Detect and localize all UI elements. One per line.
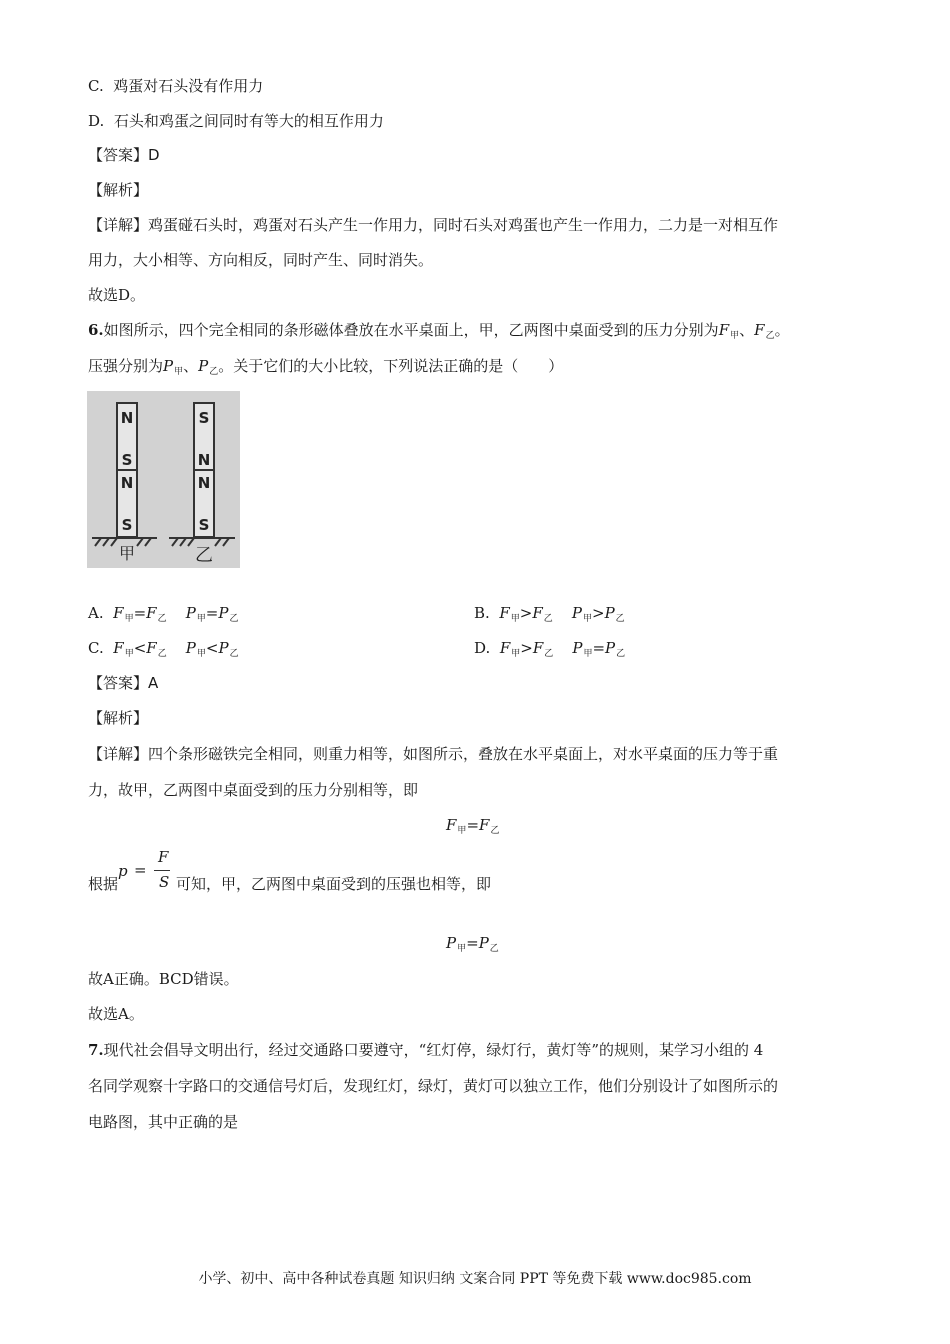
fraction-bar <box>154 870 170 871</box>
relation: = <box>205 604 219 622</box>
right-label-2: N <box>197 451 211 469</box>
q6-answer <box>88 673 158 693</box>
stem-text: 压强分别为 <box>88 357 164 375</box>
symbol-F: F <box>146 604 157 622</box>
q6-stem-line2 <box>88 356 563 382</box>
q6-analysis-label <box>88 708 148 728</box>
subscript-yi: 乙 <box>157 649 167 659</box>
right-label-1: S <box>198 409 210 427</box>
subscript-jia: 甲 <box>583 649 593 659</box>
caption-jia: 甲 <box>118 544 136 563</box>
subscript-yi: 乙 <box>765 331 775 341</box>
subscript-yi: 乙 <box>543 614 553 624</box>
q6-option-c <box>88 638 239 664</box>
answer-value: A <box>148 674 159 692</box>
subscript-jia: 甲 <box>174 367 184 377</box>
symbol-P: P <box>163 357 174 375</box>
detail-label: 【详解】 <box>88 745 149 763</box>
subscript-yi: 乙 <box>615 614 625 624</box>
equals: = <box>466 816 480 834</box>
relation: = <box>133 604 147 622</box>
subscript-yi: 乙 <box>209 367 219 377</box>
relation: > <box>519 604 533 622</box>
symbol-P: P <box>185 604 196 622</box>
symbol-P: P <box>446 934 457 952</box>
symbol-F: F <box>146 639 157 657</box>
subscript-yi: 乙 <box>157 614 167 624</box>
symbol-F: F <box>113 639 124 657</box>
q5-conclusion <box>88 285 145 305</box>
symbol-F: F <box>113 604 124 622</box>
option-text: 石头和鸡蛋之间同时有等大的相互作用力 <box>113 112 384 130</box>
q5-detail-line1 <box>88 215 778 235</box>
question-number: 7. <box>88 1041 104 1059</box>
symbol-P: P <box>604 604 615 622</box>
left-label-4: S <box>121 516 133 534</box>
separator: 、 <box>183 357 199 375</box>
subscript-jia: 甲 <box>124 614 134 624</box>
symbol-F: F <box>479 816 490 834</box>
q7-stem-line2 <box>88 1076 778 1096</box>
equation-pressure <box>446 933 499 959</box>
q5-option-c <box>88 76 263 96</box>
answer-value: D <box>148 146 160 164</box>
q6-detail-line3-start <box>88 874 118 894</box>
detail-text: 根据 <box>88 875 119 893</box>
subscript-jia: 甲 <box>582 614 592 624</box>
pressure-formula <box>118 848 174 894</box>
q6-detail-line3-end <box>176 874 491 894</box>
period: 。 <box>774 321 790 339</box>
subscript-jia: 甲 <box>511 649 521 659</box>
conclusion-text: 故选A。 <box>88 1005 144 1023</box>
symbol-F: F <box>532 639 544 657</box>
symbol-P: P <box>572 639 583 657</box>
formula-numerator: F <box>158 848 169 866</box>
formula-eq: = <box>134 861 147 879</box>
q6-option-a <box>88 603 238 629</box>
subscript-jia: 甲 <box>196 649 206 659</box>
symbol-P: P <box>218 604 229 622</box>
option-text: 鸡蛋对石头没有作用力 <box>113 77 264 95</box>
detail-label: 【详解】 <box>88 216 149 234</box>
stem-text: 现代社会倡导文明出行，经过交通路口要遵守，“红灯停，绿灯行，黄灯等”的规则，某学习小组的 4 <box>103 1041 764 1059</box>
q6-detail-line1 <box>88 744 778 764</box>
detail-text: 力，故甲，乙两图中桌面受到的压力分别相等，即 <box>88 781 419 799</box>
right-label-3: N <box>197 474 211 492</box>
left-label-3: N <box>120 474 134 492</box>
subscript-yi: 乙 <box>616 649 626 659</box>
right-label-4: S <box>198 516 210 534</box>
q6-detail-line2 <box>88 780 418 800</box>
detail-text: 用力，大小相等、方向相反，同时产生、同时消失。 <box>88 251 434 269</box>
formula-denominator: S <box>159 873 170 891</box>
q6-conclusion <box>88 1004 144 1024</box>
option-letter: D. <box>474 639 491 657</box>
subscript-jia: 甲 <box>124 649 134 659</box>
q6-option-b <box>474 603 625 629</box>
q6-correct-statement <box>88 969 239 989</box>
option-letter: A. <box>88 604 104 622</box>
left-label-2: S <box>121 451 133 469</box>
left-label-1: N <box>120 409 134 427</box>
left-magnet-stack <box>117 403 137 537</box>
option-letter: C. <box>88 639 104 657</box>
detail-text: 鸡蛋碰石头时，鸡蛋对石头产生一作用力，同时石头对鸡蛋也产生一作用力，二力是一对相互作 <box>148 216 779 234</box>
subscript-jia: 甲 <box>457 944 467 954</box>
question-number: 6. <box>88 321 104 339</box>
subscript-jia: 甲 <box>510 614 520 624</box>
subscript-jia: 甲 <box>196 614 206 624</box>
magnet-figure <box>87 391 240 568</box>
equals: = <box>466 934 479 952</box>
q5-option-d <box>88 111 384 131</box>
separator: 、 <box>739 321 755 339</box>
symbol-F: F <box>532 604 543 622</box>
detail-text: 四个条形磁铁完全相同，则重力相等，如图所示，叠放在水平桌面上，对水平桌面的压力等于重 <box>148 745 779 763</box>
q6-stem-line1 <box>88 320 790 346</box>
stem-text: 如图所示，四个完全相同的条形磁体叠放在水平桌面上，甲，乙两图中桌面受到的压力分别为 <box>103 321 719 339</box>
page-footer: 小学、初中、高中各种试卷真题 知识归纳 文案合同 PPT 等免费下载 www.doc985.com <box>198 1271 752 1287</box>
answer-label: 【答案】 <box>88 674 149 692</box>
subscript-jia: 甲 <box>457 826 467 836</box>
equation-force <box>446 815 499 841</box>
option-letter: B. <box>474 604 490 622</box>
relation: > <box>591 604 605 622</box>
relation: > <box>520 639 533 657</box>
formula-p: p <box>118 862 128 880</box>
symbol-P: P <box>478 934 489 952</box>
symbol-F: F <box>754 321 765 339</box>
symbol-P: P <box>605 639 616 657</box>
symbol-F: F <box>446 816 457 834</box>
option-letter: C. <box>88 77 104 95</box>
q5-detail-line2 <box>88 250 433 270</box>
relation: < <box>205 639 219 657</box>
subscript-jia: 甲 <box>730 331 740 341</box>
subscript-yi: 乙 <box>544 649 554 659</box>
stem-text: 。关于它们的大小比较，下列说法正确的是（ ） <box>218 357 564 375</box>
conclusion-text: 故选D。 <box>88 286 146 304</box>
symbol-F: F <box>718 321 730 339</box>
relation: < <box>133 639 147 657</box>
q5-analysis-label <box>88 180 148 200</box>
stem-text: 电路图，其中正确的是 <box>88 1113 239 1131</box>
q7-stem-line3 <box>88 1112 238 1132</box>
right-magnet-stack <box>194 403 214 537</box>
analysis-label: 【解析】 <box>88 181 149 199</box>
symbol-F: F <box>499 639 511 657</box>
subscript-yi: 乙 <box>229 649 239 659</box>
caption-yi: 乙 <box>195 545 213 566</box>
option-letter: D. <box>88 112 105 130</box>
symbol-F: F <box>499 604 510 622</box>
subscript-yi: 乙 <box>490 826 500 836</box>
q6-option-d <box>474 638 625 664</box>
relation: = <box>592 639 606 657</box>
stem-text: 名同学观察十字路口的交通信号灯后，发现红灯，绿灯，黄灯可以独立工作，他们分别设计了如图所示的 <box>88 1077 779 1095</box>
subscript-yi: 乙 <box>229 614 239 624</box>
answer-label: 【答案】 <box>88 146 149 164</box>
symbol-P: P <box>571 604 582 622</box>
symbol-P: P <box>198 357 209 375</box>
detail-text: 可知，甲，乙两图中桌面受到的压强也相等，即 <box>176 875 492 893</box>
q5-answer <box>88 145 160 165</box>
q7-stem-line1 <box>88 1040 763 1060</box>
symbol-P: P <box>185 639 196 657</box>
symbol-P: P <box>218 639 229 657</box>
analysis-label: 【解析】 <box>88 709 149 727</box>
subscript-yi: 乙 <box>489 944 499 954</box>
detail-text: 故A正确。BCD错误。 <box>88 970 239 988</box>
